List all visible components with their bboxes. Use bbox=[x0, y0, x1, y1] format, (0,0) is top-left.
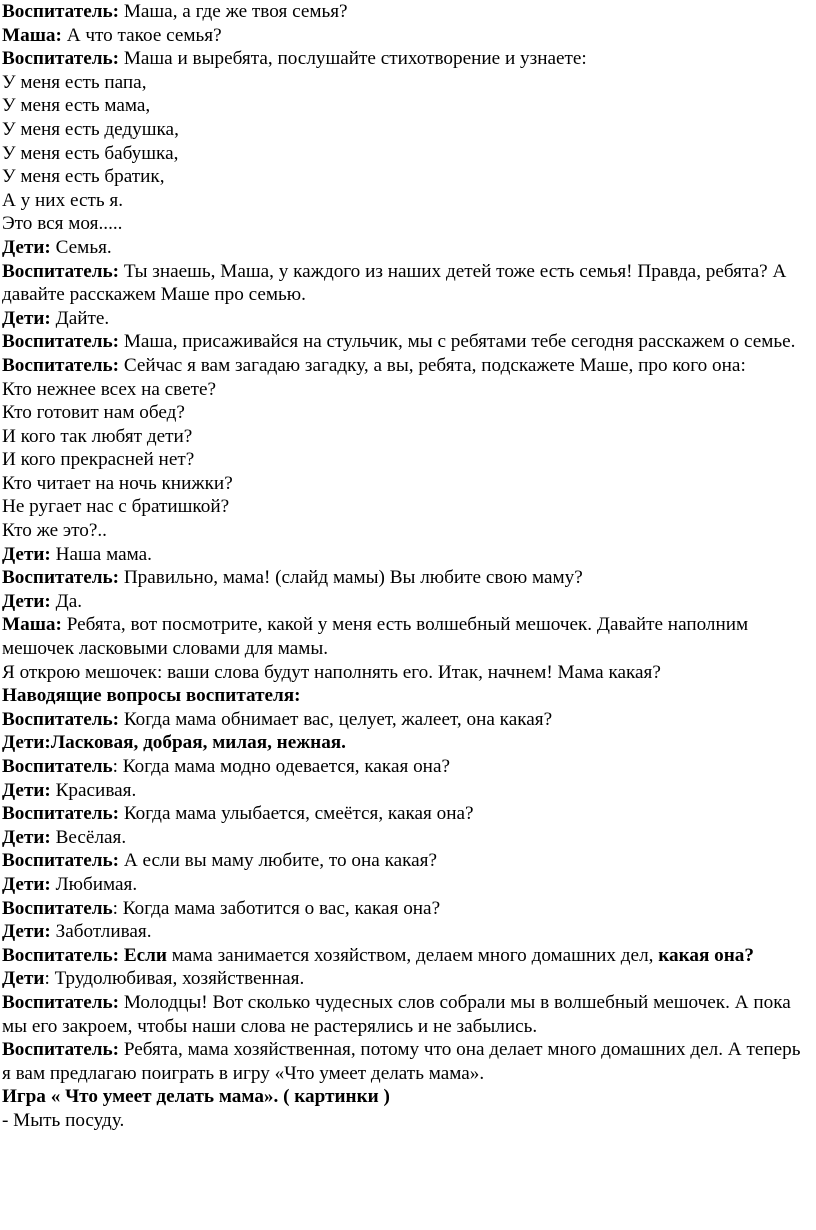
dialogue-line bbox=[2, 991, 812, 1038]
line-text: Кто нежнее всех на свете? bbox=[2, 378, 217, 400]
dialogue-line bbox=[2, 661, 812, 685]
speaker-label: Воспитатель bbox=[2, 756, 113, 777]
speaker-label: Воспитатель: bbox=[2, 708, 120, 730]
speaker-label: Воспитатель: bbox=[2, 48, 120, 70]
speaker-label: Воспитатель bbox=[2, 897, 113, 919]
dialogue-line bbox=[2, 590, 812, 614]
dialogue-line bbox=[2, 0, 812, 24]
line-text: У меня есть папа, bbox=[2, 71, 147, 93]
line-text: У меня есть бабушка, bbox=[2, 142, 179, 164]
dialogue-line bbox=[2, 873, 812, 897]
line-text: Ребята, мама хозяйственная, потому что она делает много домашних дел. А теперь я вам предлагаю поиграть в игру «Что умеет делать мама». bbox=[2, 1039, 801, 1084]
line-text: Не ругает нас с братишкой? bbox=[2, 496, 230, 518]
line-text: Когда мама обнимает вас, целует, жалеет, она какая? bbox=[119, 708, 553, 730]
speaker-label: Дети: bbox=[2, 543, 51, 565]
speaker-label: Дети: bbox=[2, 826, 51, 848]
speaker-label: Воспитатель: bbox=[2, 850, 120, 872]
speaker-label: Воспитатель: bbox=[2, 991, 120, 1013]
dialogue-line bbox=[2, 779, 812, 803]
line-text: И кого так любят дети? bbox=[2, 425, 193, 447]
dialogue-line bbox=[2, 212, 812, 236]
line-text: Заботливая. bbox=[50, 921, 152, 943]
speaker-label: Воспитатель: Если bbox=[2, 944, 167, 966]
line-text: У меня есть братик, bbox=[2, 166, 165, 188]
dialogue-line bbox=[2, 613, 812, 660]
line-text: Кто же это?.. bbox=[2, 520, 107, 542]
line-text: Кто читает на ночь книжки? bbox=[2, 472, 233, 494]
dialogue-line bbox=[2, 307, 812, 331]
dialogue-line bbox=[2, 71, 812, 95]
speaker-label: Маша: bbox=[2, 24, 62, 46]
dialogue-line bbox=[2, 731, 812, 755]
dialogue-line bbox=[2, 425, 812, 449]
dialogue-line bbox=[2, 519, 812, 543]
speaker-label: Игра « Что умеет делать мама». ( картинки ) bbox=[2, 1086, 390, 1108]
speaker-label: Наводящие вопросы воспитателя: bbox=[2, 685, 301, 707]
dialogue-line bbox=[2, 967, 812, 991]
line-text: мама занимается хозяйством, делаем много домашних дел, bbox=[166, 944, 659, 966]
dialogue-line bbox=[2, 920, 812, 944]
dialogue-line bbox=[2, 448, 812, 472]
speaker-label: Дети: bbox=[2, 873, 51, 895]
dialogue-line bbox=[2, 684, 812, 708]
speaker-label: Воспитатель: bbox=[2, 803, 120, 825]
dialogue-line bbox=[2, 378, 812, 402]
speaker-label: Дети: bbox=[2, 779, 51, 801]
line-text: А что такое семья? bbox=[61, 24, 222, 46]
line-text: : Когда мама модно одевается, какая она? bbox=[112, 756, 450, 777]
dialogue-line bbox=[2, 94, 812, 118]
line-emphasis: какая она? bbox=[658, 944, 754, 966]
dialogue-line bbox=[2, 47, 812, 71]
dialogue-line bbox=[2, 944, 812, 968]
dialogue-line bbox=[2, 1109, 812, 1133]
line-text: А если вы маму любите, то она какая? bbox=[119, 850, 438, 872]
dialogue-line bbox=[2, 826, 812, 850]
dialogue-line bbox=[2, 802, 812, 826]
speaker-label: Маша: bbox=[2, 614, 62, 636]
line-text: Это вся моя..... bbox=[2, 213, 123, 235]
dialogue-line bbox=[2, 1085, 812, 1109]
speaker-label: Воспитатель: bbox=[2, 1, 120, 22]
speaker-label: Дети: bbox=[2, 307, 51, 329]
line-text: Когда мама улыбается, смеётся, какая она? bbox=[119, 803, 474, 825]
speaker-label: Дети: bbox=[2, 921, 51, 943]
speaker-label: Воспитатель: bbox=[2, 260, 120, 282]
line-text: Ребята, вот посмотрите, какой у меня есть волшебный мешочек. Давайте наполним мешочек ласковыми словами для мамы. bbox=[2, 614, 749, 660]
line-text: Красивая. bbox=[50, 779, 137, 801]
line-text: Наша мама. bbox=[50, 543, 152, 565]
line-text: Маша и выребята, послушайте стихотворение и узнаете: bbox=[119, 48, 587, 70]
line-text: - Мыть посуду. bbox=[2, 1109, 125, 1131]
dialogue-line bbox=[2, 897, 812, 921]
speaker-label: Дети: bbox=[2, 590, 51, 612]
speaker-label: Воспитатель: bbox=[2, 567, 120, 589]
dialogue-line bbox=[2, 708, 812, 732]
dialogue-line bbox=[2, 142, 812, 166]
speaker-label: Дети: bbox=[2, 236, 51, 258]
dialogue-line bbox=[2, 354, 812, 378]
line-text: И кого прекрасней нет? bbox=[2, 449, 195, 471]
dialogue-line bbox=[2, 472, 812, 496]
line-text: Сейчас я вам загадаю загадку, а вы, ребята, подскажете Маше, про кого она: bbox=[119, 354, 746, 376]
line-text: У меня есть дедушка, bbox=[2, 118, 179, 140]
line-text: Молодцы! Вот сколько чудесных слов собрали мы в волшебный мешочек. А пока мы его закроем, чтобы наши слова не растерялись и не забылись. bbox=[2, 991, 791, 1037]
line-text: У меня есть мама, bbox=[2, 95, 151, 117]
line-text: Весёлая. bbox=[50, 826, 127, 848]
speaker-label: Дети:Ласковая, добрая, милая, нежная. bbox=[2, 732, 346, 754]
dialogue-line bbox=[2, 236, 812, 260]
speaker-label: Воспитатель: bbox=[2, 1039, 120, 1061]
dialogue-line bbox=[2, 24, 812, 48]
line-text: Дайте. bbox=[50, 307, 110, 329]
dialogue-line bbox=[2, 849, 812, 873]
line-text: Маша, а где же твоя семья? bbox=[119, 1, 348, 22]
dialogue-line bbox=[2, 260, 812, 307]
line-text: Любимая. bbox=[50, 873, 138, 895]
dialogue-line bbox=[2, 543, 812, 567]
line-text: А у них есть я. bbox=[2, 189, 124, 211]
dialogue-line bbox=[2, 165, 812, 189]
speaker-label: Дети bbox=[2, 968, 45, 990]
line-text: Да. bbox=[50, 590, 83, 612]
line-text: : Трудолюбивая, хозяйственная. bbox=[44, 968, 305, 990]
dialogue-line bbox=[2, 1038, 812, 1085]
line-text: Я открою мешочек: ваши слова будут наполнять его. Итак, начнем! Мама какая? bbox=[2, 661, 661, 683]
dialogue-line bbox=[2, 495, 812, 519]
dialogue-line bbox=[2, 566, 812, 590]
dialogue-line bbox=[2, 755, 812, 779]
dialogue-line bbox=[2, 330, 812, 354]
line-text: Правильно, мама! (слайд мамы) Вы любите свою маму? bbox=[119, 567, 583, 589]
line-text: Ты знаешь, Маша, у каждого из наших детей тоже есть семья! Правда, ребята? А давайте расскажем Маше про семью. bbox=[2, 260, 787, 306]
dialogue-line bbox=[2, 401, 812, 425]
speaker-label: Воспитатель: bbox=[2, 331, 120, 353]
line-text: Кто готовит нам обед? bbox=[2, 402, 185, 424]
speaker-label: Воспитатель: bbox=[2, 354, 120, 376]
line-text: : Когда мама заботится о вас, какая она? bbox=[112, 897, 441, 919]
dialogue-line bbox=[2, 118, 812, 142]
dialogue-line bbox=[2, 189, 812, 213]
line-text: Семья. bbox=[50, 236, 112, 258]
line-text: Маша, присаживайся на стульчик, мы с ребятами тебе сегодня расскажем о семье. bbox=[119, 331, 796, 353]
